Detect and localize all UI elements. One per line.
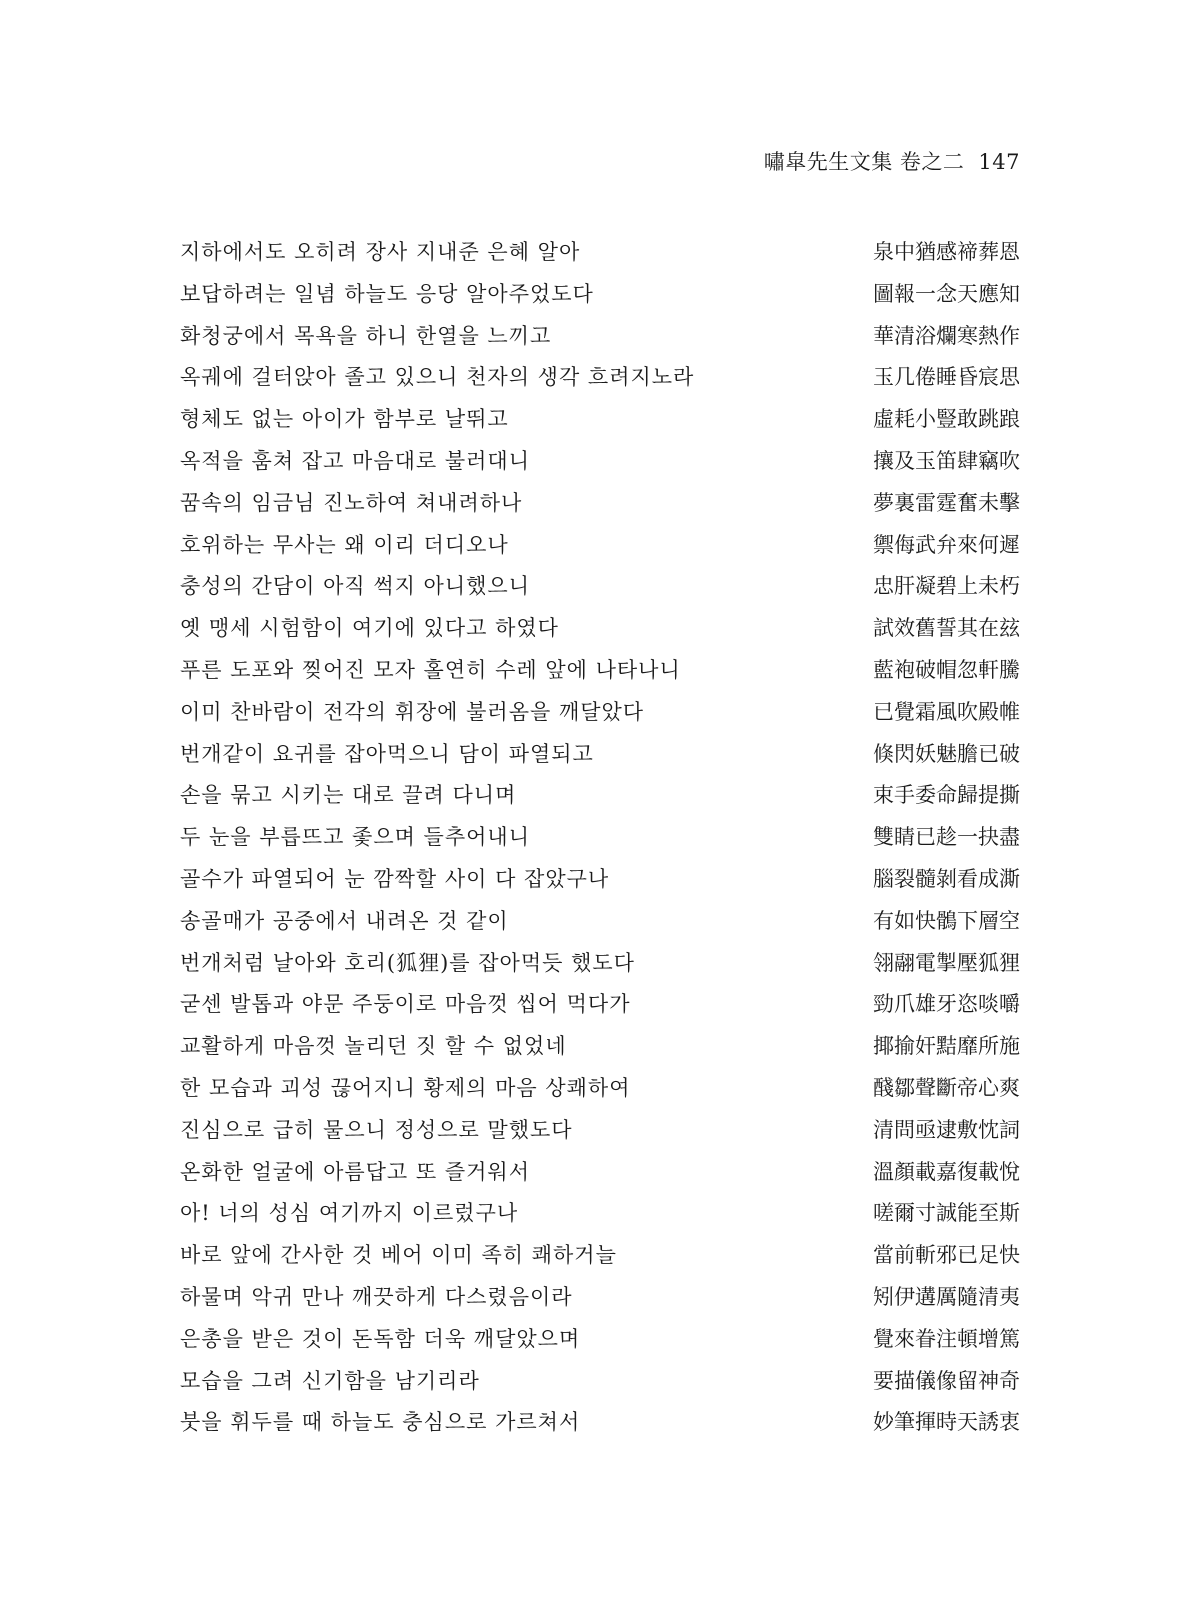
verse-line	[180, 274, 1020, 316]
verse-line	[180, 399, 1020, 441]
hanja-original: 有如快鶻下層空	[873, 908, 1020, 933]
verse-line	[180, 775, 1020, 817]
korean-translation: 은총을 받은 것이 돈독함 더욱 깨달았으며	[180, 1326, 581, 1351]
verse-line	[180, 650, 1020, 692]
verse-line	[180, 1319, 1020, 1361]
korean-translation: 꿈속의 임금님 진노하여 쳐내려하나	[180, 490, 523, 515]
verse-line	[180, 1277, 1020, 1319]
korean-translation: 두 눈을 부릅뜨고 좇으며 들추어내니	[180, 825, 530, 850]
korean-translation: 한 모습과 괴성 끊어지니 황제의 마음 상쾌하여	[180, 1075, 631, 1100]
verse-line	[180, 1110, 1020, 1152]
verse-line	[180, 734, 1020, 776]
hanja-original: 要描儀像留神奇	[873, 1368, 1020, 1393]
hanja-original: 已覺霜風吹殿帷	[873, 699, 1020, 724]
korean-translation: 형체도 없는 아이가 함부로 날뛰고	[180, 407, 509, 432]
korean-translation: 붓을 휘두를 때 하늘도 충심으로 가르쳐서	[180, 1410, 581, 1435]
hanja-original: 夢裏雷霆奮未擊	[873, 490, 1020, 515]
hanja-original: 妙筆揮時天誘衷	[873, 1410, 1020, 1435]
verse-line	[180, 1026, 1020, 1068]
page-number: 147	[978, 150, 1020, 174]
korean-translation: 번개같이 요귀를 잡아먹으니 담이 파열되고	[180, 741, 594, 766]
hanja-original: 翎翮電掣壓狐狸	[873, 950, 1020, 975]
korean-translation: 모습을 그려 신기함을 남기리라	[180, 1368, 480, 1393]
hanja-original: 倏閃妖魅膽已破	[873, 741, 1020, 766]
verse-line	[180, 692, 1020, 734]
hanja-original: 束手委命歸提撕	[873, 783, 1020, 808]
korean-translation: 옥적을 훔쳐 잡고 마음대로 불러대니	[180, 448, 530, 473]
korean-translation: 아! 너의 성심 여기까지 이르렀구나	[180, 1201, 519, 1226]
korean-translation: 호위하는 무사는 왜 이리 더디오나	[180, 532, 509, 557]
hanja-original: 勁爪雄牙恣啖嚼	[873, 992, 1020, 1017]
hanja-original: 矧伊遘厲隨清夷	[873, 1284, 1020, 1309]
poem-lines	[180, 232, 1020, 1444]
korean-translation: 굳센 발톱과 야문 주둥이로 마음껏 씹어 먹다가	[180, 992, 631, 1017]
verse-line	[180, 483, 1020, 525]
verse-line	[180, 316, 1020, 358]
verse-line	[180, 859, 1020, 901]
hanja-original: 雙睛已趁一抉盡	[873, 825, 1020, 850]
verse-line	[180, 608, 1020, 650]
hanja-original: 試效舊誓其在玆	[873, 616, 1020, 641]
hanja-original: 嗟爾寸誠能至斯	[873, 1201, 1020, 1226]
korean-translation: 바로 앞에 간사한 것 베어 이미 족히 쾌하거늘	[180, 1243, 617, 1268]
hanja-original: 藍袍破帽忽軒騰	[873, 657, 1020, 682]
korean-translation: 푸른 도포와 찢어진 모자 홀연히 수레 앞에 나타나니	[180, 657, 681, 682]
verse-line	[180, 817, 1020, 859]
korean-translation: 진심으로 급히 물으니 정성으로 말했도다	[180, 1117, 573, 1142]
verse-line	[180, 1068, 1020, 1110]
verse-line	[180, 901, 1020, 943]
korean-translation: 보답하려는 일념 하늘도 응당 알아주었도다	[180, 281, 594, 306]
hanja-original: 覺來眷注頓增篤	[873, 1326, 1020, 1351]
korean-translation: 옛 맹세 시험함이 여기에 있다고 하였다	[180, 616, 559, 641]
hanja-original: 溫顏載嘉復載悅	[873, 1159, 1020, 1184]
book-title: 嘯皐先生文集 卷之二	[763, 150, 965, 174]
verse-line	[180, 232, 1020, 274]
hanja-original: 虛耗小豎敢跳踉	[873, 407, 1020, 432]
korean-translation: 옥궤에 걸터앉아 졸고 있으니 천자의 생각 흐려지노라	[180, 365, 695, 390]
hanja-original: 忠肝凝碧上未朽	[873, 574, 1020, 599]
verse-line	[180, 1235, 1020, 1277]
hanja-original: 玉几倦睡昏宸思	[873, 365, 1020, 390]
hanja-original: 揶揄奸黠靡所施	[873, 1034, 1020, 1059]
hanja-original: 禦侮武弁來何遲	[873, 532, 1020, 557]
korean-translation: 온화한 얼굴에 아름답고 또 즐거워서	[180, 1159, 530, 1184]
verse-line	[180, 525, 1020, 567]
korean-translation: 지하에서도 오히려 장사 지내준 은혜 알아	[180, 240, 581, 264]
korean-translation: 교활하게 마음껏 놀리던 짓 할 수 없었네	[180, 1034, 567, 1059]
korean-translation: 번개처럼 날아와 호리(狐狸)를 잡아먹듯 했도다	[180, 950, 635, 975]
hanja-original: 當前斬邪已足快	[873, 1243, 1020, 1268]
verse-line	[180, 1402, 1020, 1444]
korean-translation: 송골매가 공중에서 내려온 것 같이	[180, 908, 509, 933]
hanja-original: 圖報一念天應知	[873, 281, 1020, 306]
verse-line	[180, 441, 1020, 483]
korean-translation: 손을 묶고 시키는 대로 끌려 다니며	[180, 783, 517, 808]
verse-line	[180, 1361, 1020, 1403]
hanja-original: 醆鄒聲斷帝心爽	[873, 1075, 1020, 1100]
running-header	[764, 146, 1020, 176]
hanja-original: 清問亟逮敷忱詞	[873, 1117, 1020, 1142]
verse-line	[180, 1193, 1020, 1235]
korean-translation: 골수가 파열되어 눈 깜짝할 사이 다 잡았구나	[180, 866, 610, 891]
verse-line	[180, 357, 1020, 399]
korean-translation: 이미 찬바람이 전각의 휘장에 불러옴을 깨달았다	[180, 699, 645, 724]
verse-line	[180, 984, 1020, 1026]
hanja-original: 腦裂髓剝看成澌	[873, 866, 1020, 891]
hanja-original: 攘及玉笛肆竊吹	[873, 448, 1020, 473]
hanja-original: 華清浴爛寒熱作	[873, 323, 1020, 348]
korean-translation: 하물며 악귀 만나 깨끗하게 다스렸음이라	[180, 1284, 573, 1309]
verse-line	[180, 566, 1020, 608]
verse-line	[180, 1152, 1020, 1194]
korean-translation: 충성의 간담이 아직 썩지 아니했으니	[180, 574, 530, 599]
korean-translation: 화청궁에서 목욕을 하니 한열을 느끼고	[180, 323, 552, 348]
verse-line	[180, 943, 1020, 985]
hanja-original: 泉中猶感禘葬恩	[873, 240, 1020, 264]
